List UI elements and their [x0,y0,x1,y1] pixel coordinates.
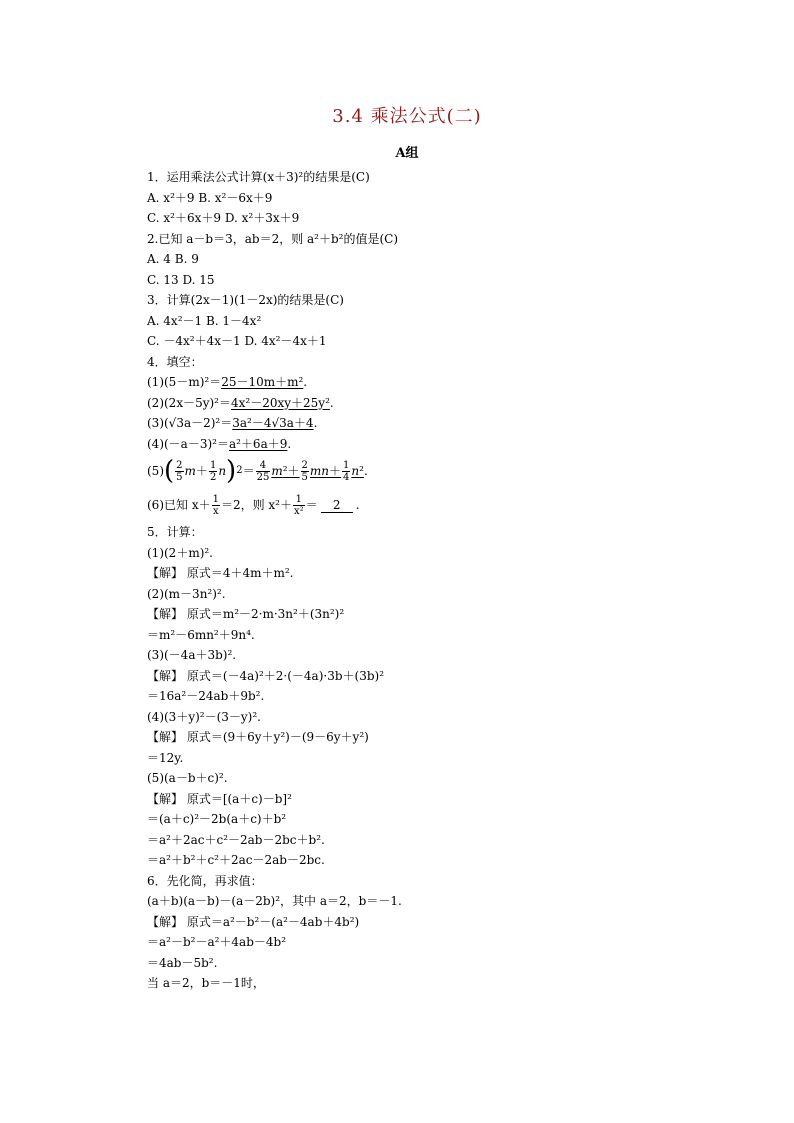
fraction: $\frac{1}{\text{x²}}$ [294,493,304,517]
q5-5-step: ＝(a＋c)²－2b(a＋c)＋b² [147,812,287,826]
q5-2-solution: 【解】 原式＝m²－2·m·3n²＋(3n²)² [147,607,345,621]
q6-step: ＝a²－b²－a²＋4ab－4b² [147,935,287,949]
q6-problem: (a＋b)(a－b)－(a－2b)²，其中 a＝2，b＝－1. [147,894,402,908]
q4-answer-2: 4x²－20xy＋25y² [231,395,330,410]
worksheet [147,102,667,994]
q4-item-2: (2)(2x－5y)²＝4x²－20xy＋25y². [147,395,334,410]
q6-step: ＝4ab－5b². [147,955,218,970]
q5-3-problem: (3)(－4a＋3b)². [147,648,237,662]
q3-options-ab: A. 4x²－1 B. 1－4x² [147,313,262,328]
q5-5-step: ＝a²＋2ac＋c²－2ab－2bc＋b². [147,832,325,847]
q4-item-6: (6)已知 x＋ $\frac{1}{x}$ ＝2，则 x²＋ $\frac{1}{\text{x²}}$ ＝ 2 . [147,493,360,517]
q2-options-ab: A. 4 B. 9 [147,252,199,266]
q5-1-solution: 【解】 原式＝4＋4m＋m². [147,566,294,580]
q3-options-cd: C. －4x²＋4x－1 D. 4x²－4x＋1 [147,334,327,348]
q3-stem: 3．计算(2x－1)(1－2x)的结果是(C) [147,293,344,307]
q5-4-step: ＝12y. [147,750,184,765]
q4-item-5: (5) ( $\frac{2}{5}$ m ＋ $\frac{1}{2}$ n ) 2 ＝ $\frac{4}{25}$ m²＋ $\frac{2}{5}$ mn＋ $\frac{1}{4}$ n² . [147,456,368,486]
fraction: $\frac{2}{5}$ [176,459,183,483]
q5-4-problem: (4)(3＋y)²－(3－y)². [147,709,261,724]
q5-4-solution: 【解】 原式＝(9＋6y＋y²)－(9－6y＋y²) [147,730,369,744]
q6-step: 当 a＝2，b＝－1时， [147,976,265,990]
q5-2-problem: (2)(m－3n²)². [147,586,226,601]
q5-5-problem: (5)(a－b＋c)². [147,771,228,785]
q4-stem: 4．填空： [147,354,203,369]
fraction: $\frac{1}{x}$ [212,493,219,517]
q1-stem: 1．运用乘法公式计算(x＋3)²的结果是(C) [147,170,370,184]
q2-options-cd: C. 13 D. 15 [147,272,215,287]
q4-answer-1: 25－10m＋m² [221,375,304,389]
q4-answer-5: $\frac{4}{25}$ m²＋ $\frac{2}{5}$ mn＋ $\frac{1}{4}$ n² [256,460,364,483]
group-heading: A组 [395,146,419,161]
q5-5-step: ＝a²＋b²＋c²＋2ac－2ab－2bc. [147,853,325,867]
q5-3-step: ＝16a²－24ab＋9b². [147,689,265,703]
q4-answer-4: a²＋6a＋9 [228,436,288,451]
page-title: 3.4 乘法公式(二) [332,106,482,127]
fraction: $\frac{1}{2}$ [209,459,217,483]
q5-5-solution: 【解】 原式＝[(a＋c)－b]² [147,791,292,806]
q2-stem: 2.已知 a－b＝3，ab＝2，则 a²＋b²的值是(C) [147,231,399,246]
q5-stem: 5．计算： [147,525,203,539]
q4-item-1: (1)(5－m)²＝25－10m＋m². [147,375,308,389]
q5-2-step: ＝m²－6mn²＋9n⁴. [147,627,255,642]
q5-3-solution: 【解】 原式＝(－4a)²＋2·(－4a)·3b＋(3b)² [147,668,385,683]
q4-item-3: (3)(√3a－2)²＝3a²－4√3a＋4. [147,416,318,430]
q6-solution: 【解】 原式＝a²－b²－(a²－4ab＋4b²) [147,914,360,929]
q1-options-ab: A. x²＋9 B. x²－6x＋9 [147,190,273,205]
q4-item-4: (4)(－a－3)²＝a²＋6a＋9. [147,436,292,451]
q5-1-problem: (1)(2＋m)². [147,545,214,560]
q4-answer-3: 3a²－4√3a＋4 [232,416,314,430]
q1-options-cd: C. x²＋6x＋9 D. x²＋3x＋9 [147,211,300,225]
q4-answer-6: 2 [321,498,353,513]
q6-stem: 6．先化简，再求值： [147,873,263,888]
